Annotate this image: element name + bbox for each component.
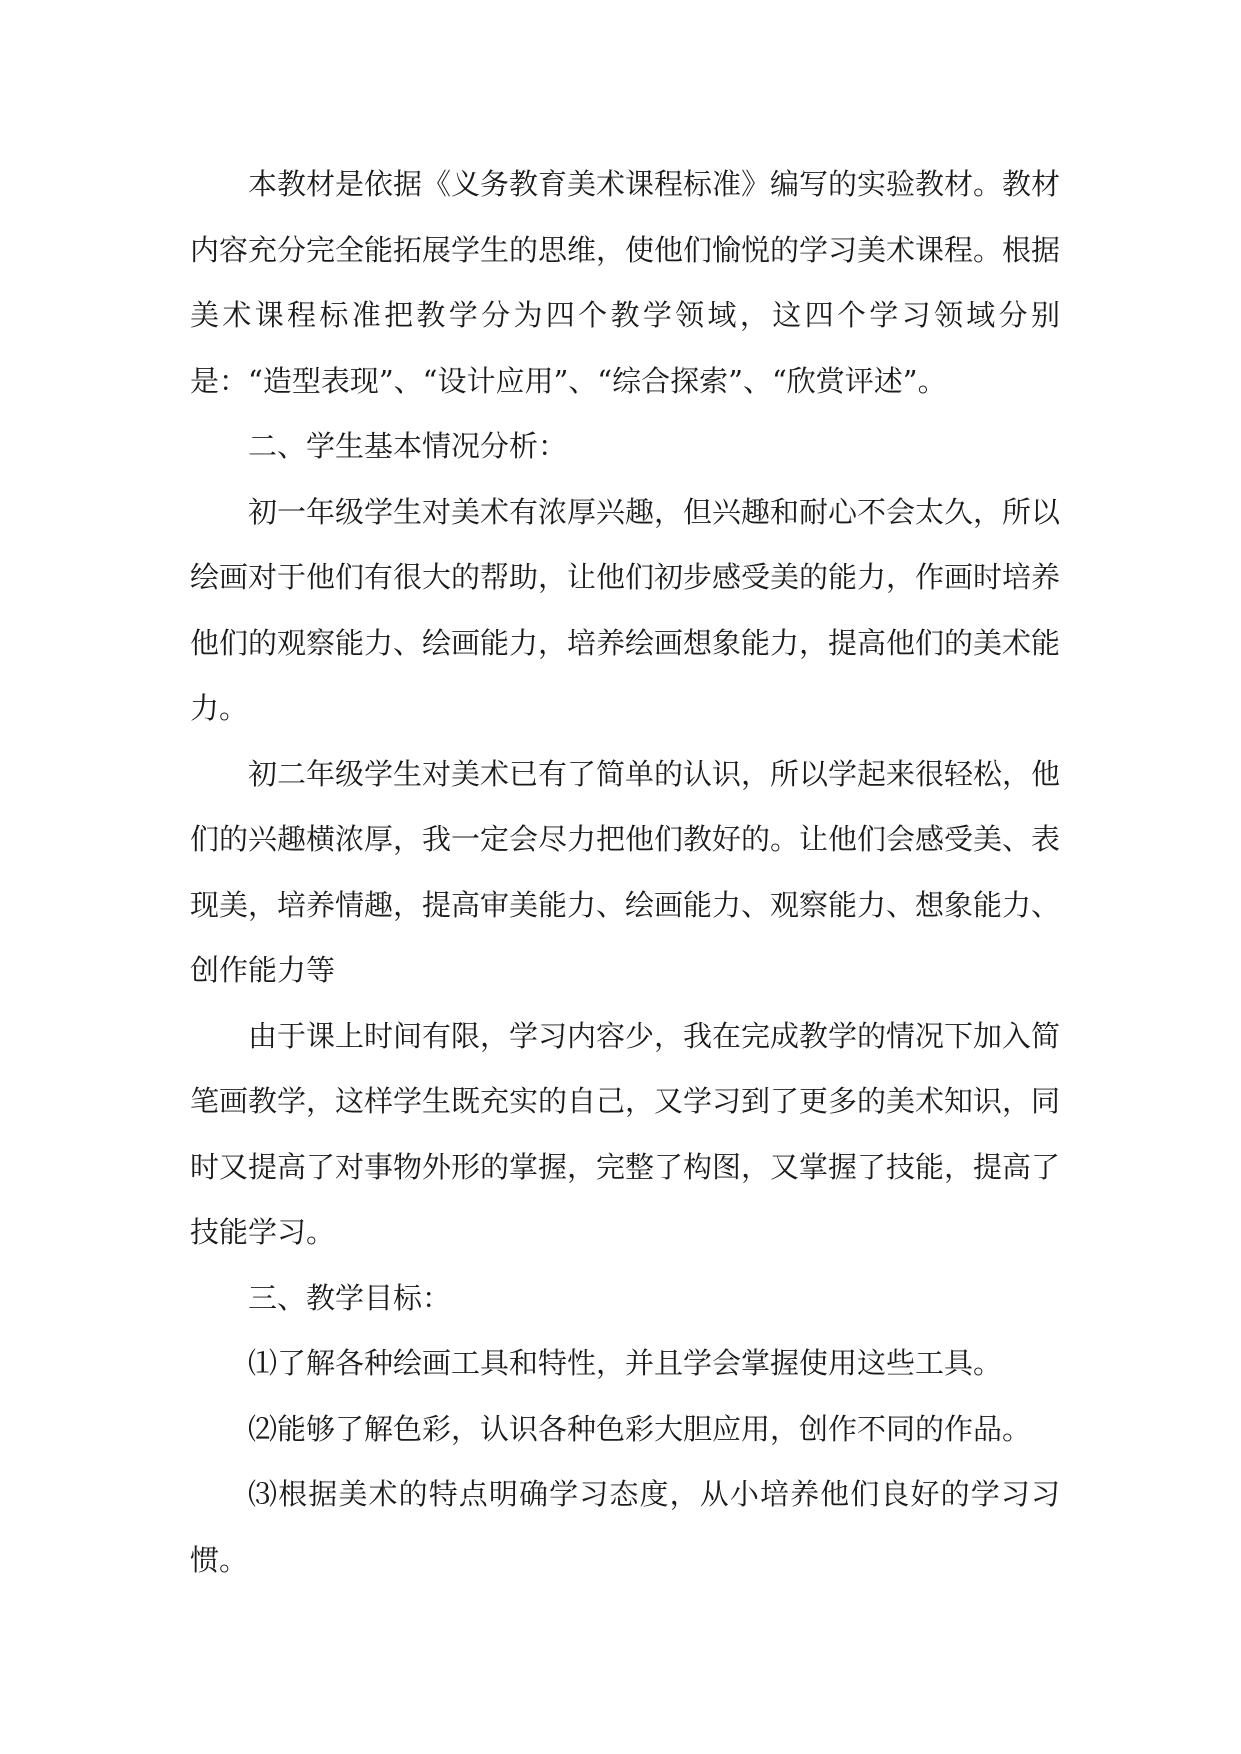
paragraph-grade-one: 初一年级学生对美术有浓厚兴趣，但兴趣和耐心不会太久，所以绘画对于他们有很大的帮助，让他们初步感受美的能力，作画时培养他们的观察能力、绘画能力，培养绘画想象能力，提高他们的美术能力。	[190, 494, 1061, 725]
paragraph-sketch-teaching: 由于课上时间有限，学习内容少，我在完成教学的情况下加入简笔画教学，这样学生既充实的自己，又学习到了更多的美术知识，同时又提高了对事物外形的掌握，完整了构图，又掌握了技能，提高了技能学习。	[190, 1018, 1061, 1249]
heading-student-analysis: 二、学生基本情况分析：	[248, 429, 568, 463]
goal-item-2: ⑵能够了解色彩，认识各种色彩大胆应用，创作不同的作品。	[248, 1411, 1032, 1446]
goal-item-1: ⑴了解各种绘画工具和特性，并且学会掌握使用这些工具。	[248, 1346, 1003, 1380]
goal-item-3: ⑶根据美术的特点明确学习态度，从小培养他们良好的学习习惯。	[190, 1477, 1060, 1577]
heading-teaching-goals: 三、教学目标：	[248, 1280, 452, 1315]
paragraph-grade-two: 初二年级学生对美术已有了简单的认识，所以学起来很轻松，他们的兴趣横浓厚，我一定会尽力把他们教好的。让他们会感受美、表现美，培养情趣，提高审美能力、绘画能力、观察能力、想象能力、创作能力等	[190, 756, 1061, 987]
paragraph-textbook-intro: 本教材是依据《义务教育美术课程标准》编写的实验教材。教材内容充分完全能拓展学生的思维，使他们愉悦的学习美术课程。根据美术课程标准把教学分为四个教学领域，这四个学习领域分别是：“造型表现”、“设计应用”、“综合探索”、“欣赏评述”。	[190, 167, 1061, 398]
document-body	[190, 152, 1060, 1593]
